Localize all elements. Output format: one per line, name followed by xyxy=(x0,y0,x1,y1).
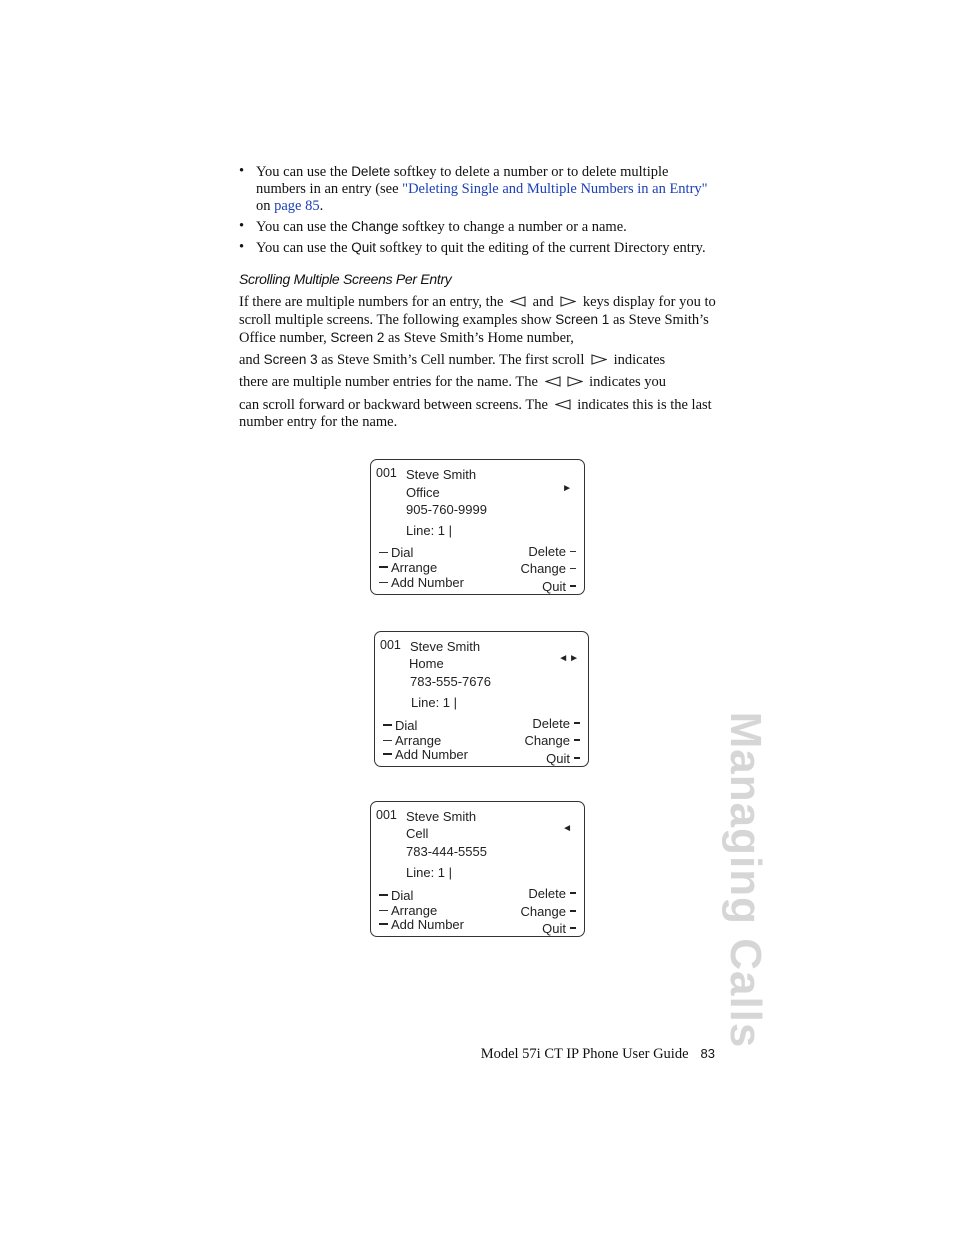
entry-index: 001 xyxy=(376,466,397,480)
page-85-link[interactable]: page 85 xyxy=(274,198,320,214)
add-number-softkey[interactable]: Add Number xyxy=(379,575,464,590)
scroll-paragraph-4: can scroll forward or backward between screens. The indicates this is the last number entry for the name. xyxy=(239,397,712,430)
section-subheading: Scrolling Multiple Screens Per Entry xyxy=(239,271,452,287)
quit-softkey-label: Quit xyxy=(351,240,376,255)
change-softkey[interactable]: Change xyxy=(524,733,580,748)
entry-name: Steve Smith xyxy=(406,467,477,482)
entry-name: Steve Smith xyxy=(410,639,481,654)
chapter-watermark: Managing Calls xyxy=(721,711,770,1049)
add-number-softkey[interactable]: Add Number xyxy=(379,917,464,932)
add-number-softkey[interactable]: Add Number xyxy=(383,747,468,762)
dial-softkey[interactable]: Dial xyxy=(379,545,413,560)
entry-line: Line: 1 | xyxy=(411,695,458,710)
deleting-numbers-link[interactable]: "Deleting Single and Multiple Numbers in an Entry" xyxy=(402,181,708,197)
arrange-softkey[interactable]: Arrange xyxy=(379,903,437,918)
entry-number: 783-444-5555 xyxy=(406,844,487,859)
entry-number: 783-555-7676 xyxy=(410,674,491,689)
left-arrow-icon xyxy=(555,399,571,410)
entry-line: Line: 1 | xyxy=(406,865,453,880)
bullet-list xyxy=(239,163,719,260)
delete-softkey-label: Delete xyxy=(351,164,391,179)
arrange-softkey[interactable]: Arrange xyxy=(379,560,437,575)
entry-type: Office xyxy=(406,485,440,500)
bullet-item-quit: • You can use the Quit softkey to quit the editing of the current Directory entry. xyxy=(239,239,706,256)
change-softkey[interactable]: Change xyxy=(520,904,576,919)
change-softkey-label: Change xyxy=(351,219,399,234)
quit-softkey[interactable]: Quit xyxy=(542,579,576,594)
quit-softkey[interactable]: Quit xyxy=(542,921,576,936)
entry-number: 905-760-9999 xyxy=(406,502,487,517)
right-arrow-icon xyxy=(567,376,583,387)
entry-type: Cell xyxy=(406,826,429,841)
dial-softkey[interactable]: Dial xyxy=(383,718,417,733)
entry-index: 001 xyxy=(376,808,397,822)
scroll-paragraph-2: and Screen 3 as Steve Smith’s Cell number. The first scroll indicates xyxy=(239,352,666,368)
footer-title: Model 57i CT IP Phone User Guide xyxy=(480,1046,689,1062)
scroll-arrows-icon: ◄► xyxy=(558,653,580,664)
left-arrow-icon xyxy=(510,296,526,307)
phone-screen-cell xyxy=(370,801,585,937)
screen-2-label: Screen 2 xyxy=(330,330,385,345)
left-arrow-icon xyxy=(545,376,561,387)
entry-name: Steve Smith xyxy=(406,809,477,824)
change-softkey[interactable]: Change xyxy=(520,561,576,576)
scroll-paragraph-3: there are multiple number entries for the name. The indicates you xyxy=(239,374,667,390)
delete-softkey[interactable]: Delete xyxy=(532,716,580,731)
screen-1-label: Screen 1 xyxy=(555,312,610,327)
dial-softkey[interactable]: Dial xyxy=(379,888,413,903)
quit-softkey[interactable]: Quit xyxy=(546,751,580,766)
entry-index: 001 xyxy=(380,638,401,652)
arrange-softkey[interactable]: Arrange xyxy=(383,733,441,748)
phone-screen-home xyxy=(374,631,589,767)
delete-softkey[interactable]: Delete xyxy=(528,886,576,901)
bullet-item-change: • You can use the Change softkey to change a number or a name. xyxy=(239,218,627,235)
entry-line: Line: 1 | xyxy=(406,523,453,538)
page-footer xyxy=(481,1046,715,1063)
bullet-glyph: • xyxy=(239,163,245,179)
phone-screen-office xyxy=(370,459,585,595)
right-arrow-icon xyxy=(560,296,576,307)
screen-3-label: Screen 3 xyxy=(263,352,318,367)
bullet-item-delete: • You can use the Delete softkey to delete a number or to delete multiple numbers in an entry (see "Deleting Single and Multiple Numbers in an Entry" on page 85. xyxy=(239,163,708,214)
right-arrow-icon xyxy=(591,354,607,365)
scroll-arrow-icon: ◄ xyxy=(562,823,573,834)
scroll-paragraph-1: If there are multiple numbers for an entry, the and keys display for you to scroll multiple screens. The following examples show Screen 1 as Steve Smith’s Office number, Screen 2 as Steve Smith’s Home number, xyxy=(239,294,716,346)
delete-softkey[interactable]: Delete xyxy=(528,544,576,559)
entry-type: Home xyxy=(409,656,444,671)
page-number: 83 xyxy=(700,1046,715,1061)
scroll-arrow-icon: ► xyxy=(562,483,573,494)
